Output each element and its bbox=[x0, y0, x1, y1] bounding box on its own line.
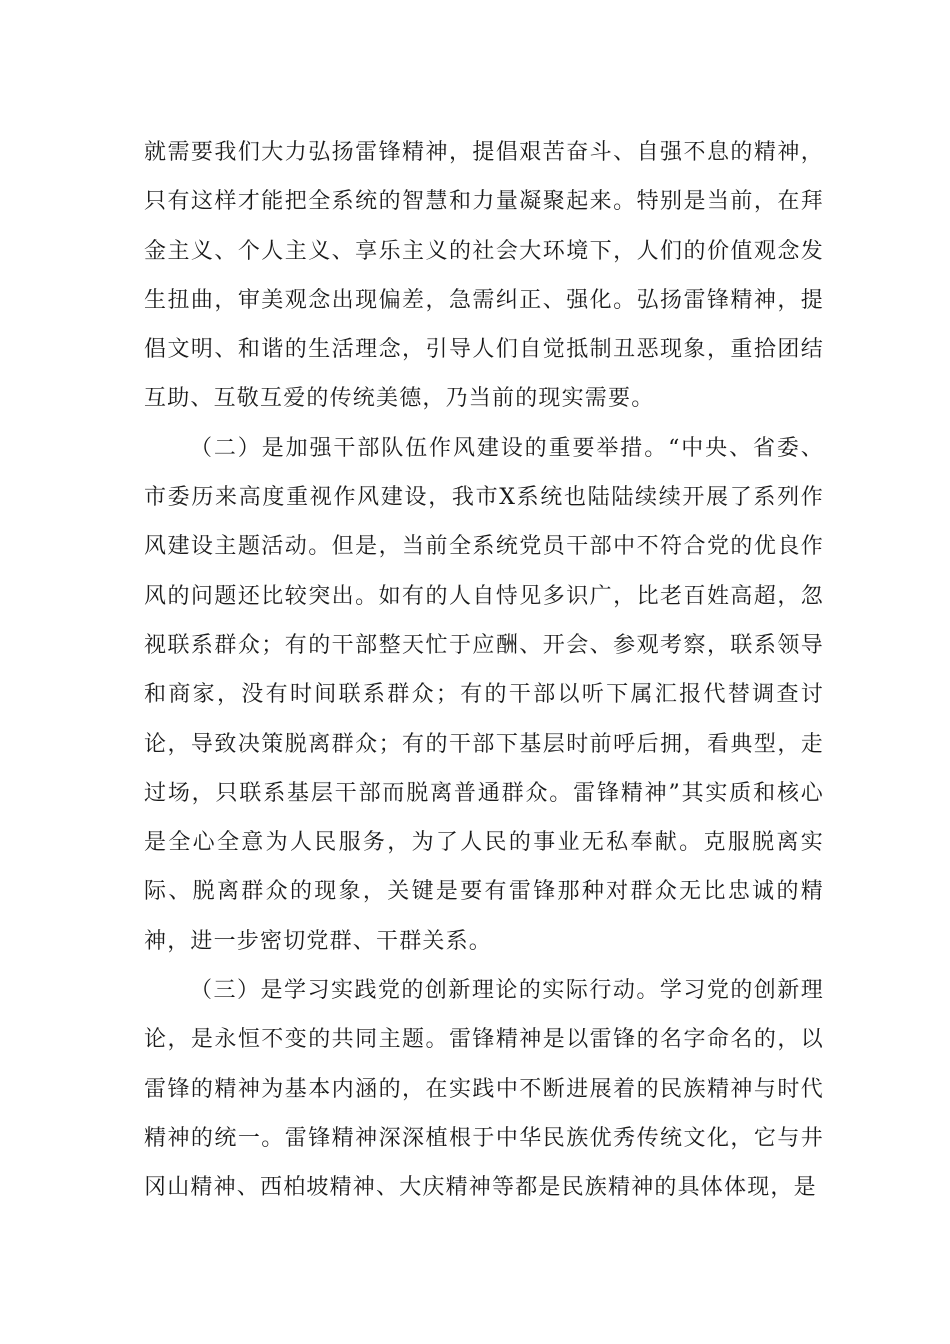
paragraph-section-3: （三）是学习实践党的创新理论的实际行动。学习党的创新理论，是永恒不变的共同主题。雷锋精神是以雷锋的名字命名的，以雷锋的精神为基本内涵的，在实践中不断进展着的民族精神与时代精神的统一。雷锋精神深深植根于中华民族优秀传统文化，它与井冈山精神、西柏坡精神、大庆精神等都是民族精神的具体体现，是 bbox=[144, 978, 824, 1201]
document-body bbox=[144, 128, 824, 1213]
paragraph-continuation: 就需要我们大力弘扬雷锋精神，提倡艰苦奋斗、自强不息的精神，只有这样才能把全系统的智慧和力量凝聚起来。特别是当前，在拜金主义、个人主义、享乐主义的社会大环境下，人们的价值观念发生扭曲，审美观念出现偏差，急需纠正、强化。弘扬雷锋精神，提倡文明、和谐的生活理念，引导人们自觉抵制丑恶现象，重拾团结互助、互敬互爱的传统美德，乃当前的现实需要。 bbox=[144, 140, 824, 412]
paragraph-section-2: （二）是加强干部队伍作风建设的重要举措。“中央、省委、市委历来高度重视作风建设，我市X系统也陆陆续续开展了系列作风建设主题活动。但是，当前全系统党员干部中不符合党的优良作风的问题还比较突出。如有的人自恃见多识广，比老百姓高超，忽视联系群众；有的干部整天忙于应酬、开会、参观考察，联系领导和商家，没有时间联系群众；有的干部以听下属汇报代替调查讨论，导致决策脱离群众；有的干部下基层时前呼后拥，看典型，走过场，只联系基层干部而脱离普通群众。雷锋精神”其实质和核心是全心全意为人民服务，为了人民的事业无私奉献。克服脱离实际、脱离群众的现象，关键是要有雷锋那种对群众无比忠诚的精神，进一步密切党群、干群关系。 bbox=[144, 435, 824, 954]
